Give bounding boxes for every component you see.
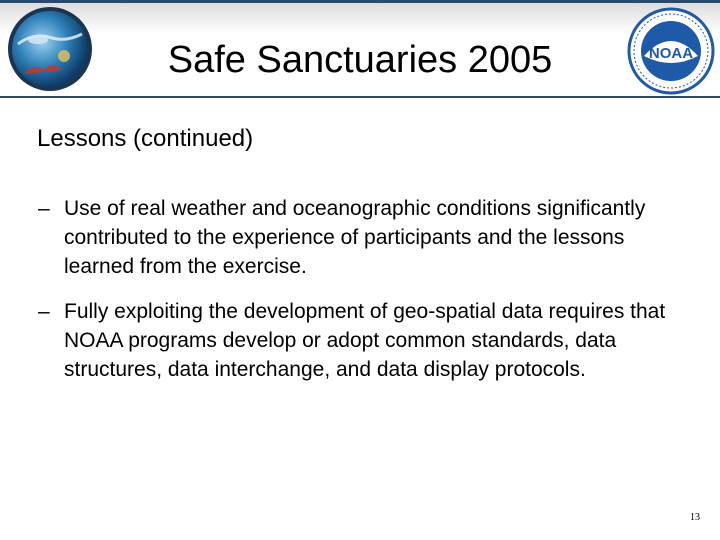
noaa-logo-text: NOAA bbox=[648, 45, 694, 62]
bullet-marker: – bbox=[38, 300, 50, 323]
ocean-globe-icon bbox=[4, 4, 96, 94]
slide-header bbox=[0, 0, 720, 98]
slide-subtitle: Lessons (continued) bbox=[37, 125, 254, 152]
slide-title: Safe Sanctuaries 2005 bbox=[167, 39, 553, 81]
bullet-text: Use of real weather and oceanographic conditions significantly contributed to the experience of participants and the lessons learned from the exercise. bbox=[64, 197, 646, 278]
noaa-seal-icon bbox=[626, 6, 716, 96]
bullet-text: Fully exploiting the development of geo-spatial data requires that NOAA programs develop or adopt common standards, data structures, data interchange, and data display protocols. bbox=[64, 300, 666, 381]
bullet-item bbox=[38, 297, 678, 384]
page-number: 13 bbox=[690, 512, 700, 523]
bullet-item bbox=[38, 194, 678, 281]
bullet-marker: – bbox=[38, 197, 50, 220]
